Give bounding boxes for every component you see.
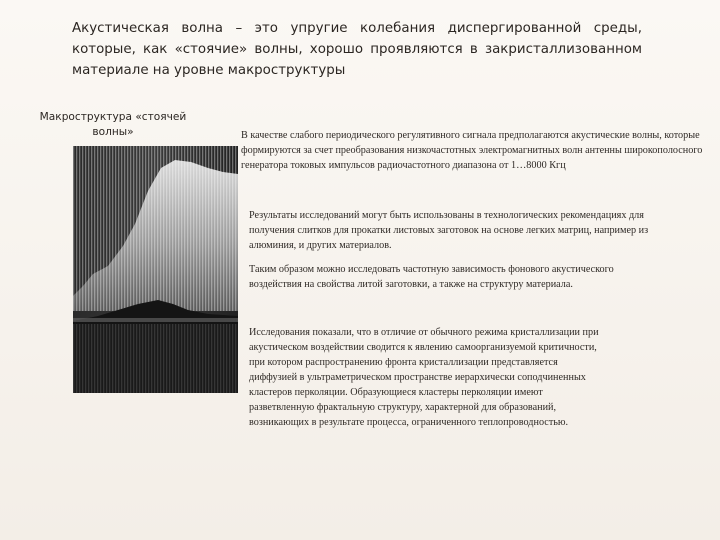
paragraph-signal: В качестве слабого периодического регулятивного сигнала предполагаются акустические волны, которые формируются за счет преобразования низкочастотных электромагнитных волн антенны широкополосного генератора токовых импульсов радиочастотного диапазона от 1…8000 Кгц: [241, 130, 703, 171]
slide-title: Акустическая волна – это упругие колебания диспергированной среды, которые, как «стоячие» волны, хорошо проявляются в закристаллизованном материале на уровне макроструктуры: [72, 21, 642, 78]
paragraph-frequency: Таким образом можно исследовать частотную зависимость фонового акустического воздействия на свойства литой заготовки, а также на структуру материала.: [249, 264, 614, 290]
paragraph-results: Результаты исследований могут быть использованы в технологических рекомендациях для получения слитков для прокатки листовых заготовок на основе легких матриц, например из алюминия, и других материалов.: [249, 210, 649, 251]
figure-caption: Макроструктура «стоячей волны»: [39, 111, 187, 138]
macrostructure-photo: [73, 146, 238, 393]
paragraph-research: Исследования показали, что в отличие от обычного режима кристаллизации при акустическом воздействии сводится к явлению самоорганизуемой критичности, при котором распространению фронта кристаллизации представляется диффузией в ультраметрическом пространстве иерархически соподчиненных кластеров перколяции. Образующиеся кластеры перколяции имеют разветвленную фрактальную структуру, характерной для образований, возникающих в результате процесса, ограниченного теплопроводностью.: [249, 327, 599, 428]
